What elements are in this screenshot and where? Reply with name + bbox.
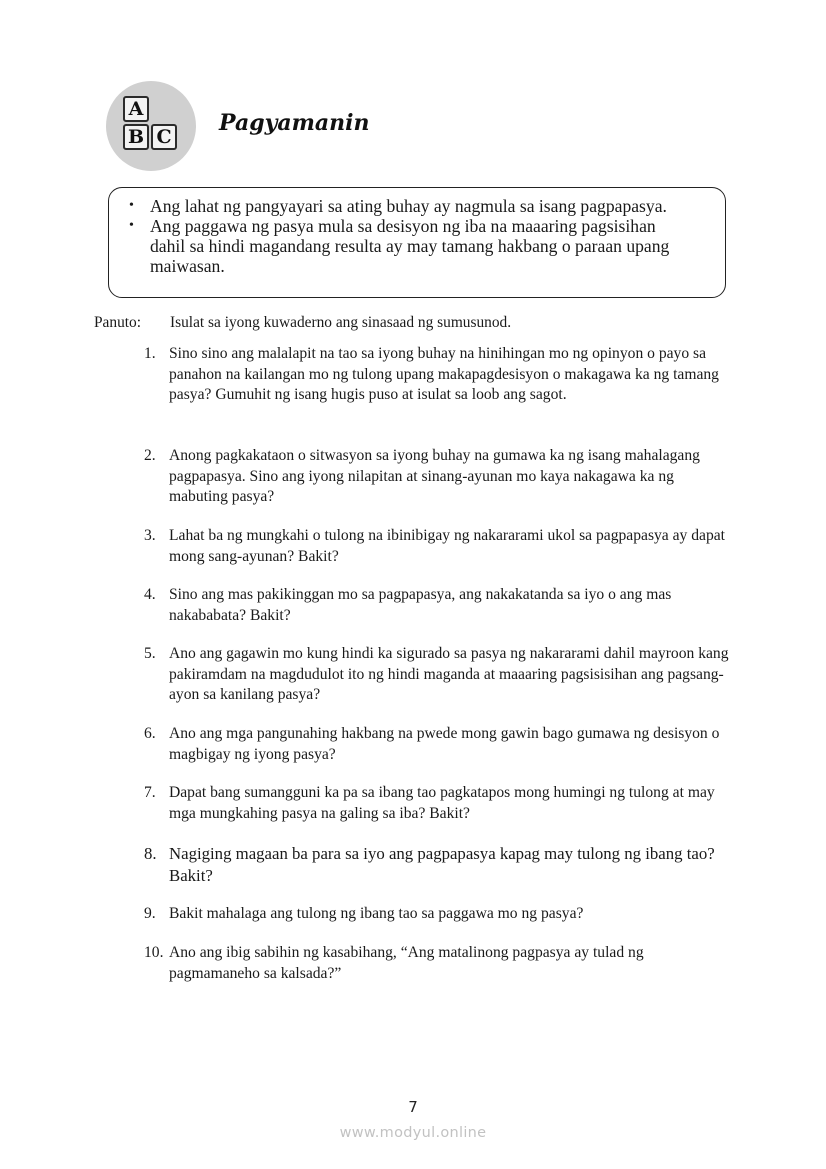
section-header	[106, 80, 370, 172]
question-number: 6.	[144, 725, 156, 742]
question-number: 5.	[144, 645, 156, 662]
question-text: Lahat ba ng mungkahi o tulong na ibinibigay ng nakararami ukol sa pagpapasya ay dapat mong sang-ayunan? Bakit?	[169, 527, 726, 565]
key-points-box	[108, 187, 726, 298]
page-number: 7	[408, 1098, 418, 1116]
question-text: Ano ang mga pangunahing hakbang na pwede mong gawin bago gumawa ng desisyon o magbigay ng iyong pasya?	[169, 725, 720, 763]
question-number: 7.	[144, 784, 156, 801]
key-point	[129, 196, 670, 216]
letter-block-a: A	[123, 96, 149, 122]
question-item	[144, 783, 734, 824]
question-text: Sino ang mas pakikinggan mo sa pagpapasya, ang nakakatanda sa iyo o ang mas nakababata? Bakit?	[169, 586, 672, 624]
bullet-icon: •	[129, 218, 134, 233]
key-points-list	[129, 196, 670, 276]
instruction	[94, 314, 511, 332]
question-number: 10.	[144, 944, 164, 961]
key-point-text: Ang lahat ng pangyayari sa ating buhay ay nagmula sa isang pagpapasya.	[150, 196, 667, 216]
question-item	[144, 644, 734, 706]
question-item	[144, 446, 734, 508]
question-item	[144, 344, 734, 406]
question-item	[144, 526, 734, 567]
question-number: 4.	[144, 586, 156, 603]
question-item	[144, 904, 734, 925]
question-number: 1.	[144, 345, 156, 362]
question-item	[144, 943, 734, 984]
question-number: 8.	[144, 844, 157, 863]
question-text: Sino sino ang malalapit na tao sa iyong buhay na hinihingan mo ng opinyon o payo sa panahon na kailangan mo ng tulong upang makapagdesisyon o makagawa ka ng tamang pasya? Gumuhit ng isang hugis puso at isulat sa loob ang sagot.	[169, 345, 719, 403]
question-text: Anong pagkakataon o sitwasyon sa iyong buhay na gumawa ka ng isang mahalagang pagpapasya. Sino ang iyong nilapitan at sinang-ayunan mo kaya nakagawa ka ng mabuting pasya?	[169, 447, 700, 505]
key-point-text: Ang paggawa ng pasya mula sa desisyon ng iba na maaaring pagsisihan dahil sa hindi magandang resulta ay may tamang hakbang o paraan upang maiwasan.	[150, 216, 670, 276]
bullet-icon: •	[129, 198, 134, 213]
question-text: Ano ang gagawin mo kung hindi ka sigurado sa pasya ng nakararami dahil mayroon kang pakiramdam na magdudulot ito ng hindi maganda at maaaring pagsisisihan ang pagsang-ayon sa kanilang pasya?	[169, 645, 729, 703]
question-number: 9.	[144, 905, 156, 922]
question-number: 2.	[144, 447, 156, 464]
question-text: Ano ang ibig sabihin ng kasabihang, “Ang matalinong pagpasya ay tulad ng pagmamaneho sa kalsada?”	[169, 944, 644, 982]
question-item	[144, 843, 734, 887]
question-item	[144, 585, 734, 626]
question-number: 3.	[144, 527, 156, 544]
question-item	[144, 724, 734, 765]
abc-blocks-icon	[106, 81, 196, 171]
instruction-label: Panuto:	[94, 314, 142, 331]
key-point	[129, 216, 670, 276]
letter-block-c: C	[151, 124, 177, 150]
section-title: Pagyamanin	[219, 110, 370, 136]
watermark: www.modyul.online	[339, 1125, 487, 1141]
question-text: Bakit mahalaga ang tulong ng ibang tao sa paggawa mo ng pasya?	[169, 905, 584, 922]
question-text: Dapat bang sumangguni ka pa sa ibang tao pagkatapos mong humingi ng tulong at may mga mungkahing pasya na galing sa iba? Bakit?	[169, 784, 715, 822]
letter-block-b: B	[123, 124, 149, 150]
question-text: Nagiging magaan ba para sa iyo ang pagpapasya kapag may tulong ng ibang tao? Bakit?	[169, 844, 715, 885]
instruction-text: Isulat sa iyong kuwaderno ang sinasaad ng sumusunod.	[170, 314, 512, 331]
